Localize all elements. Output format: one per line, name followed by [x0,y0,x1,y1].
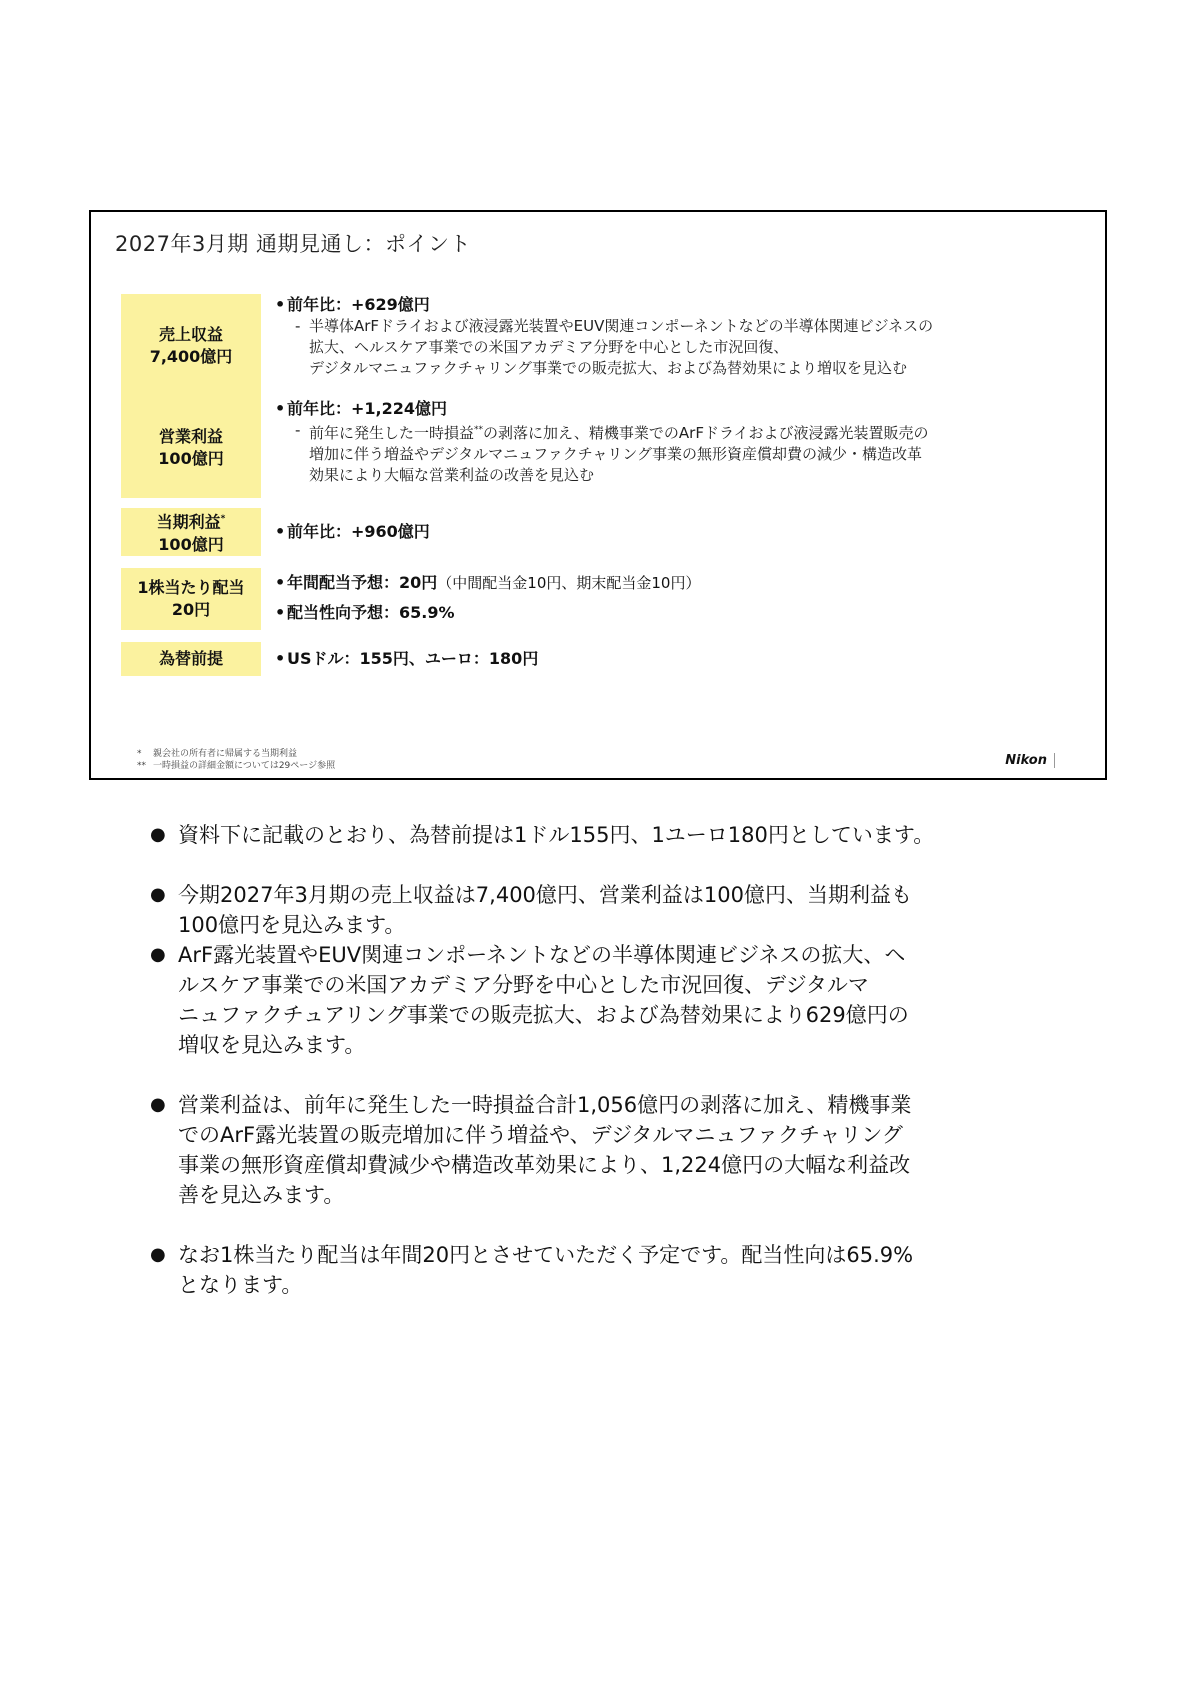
fx-label: 為替前提 [121,642,261,676]
logo-divider [1054,753,1055,768]
note-item: ● 資料下に記載のとおり、為替前提は1ドル155円、1ユーロ180円としています。 [150,823,935,847]
note-item: ● なお1株当たり配当は年間20円とさせていただく予定です。配当性向は65.9% となります。 [150,1243,914,1297]
speaker-notes [150,820,1078,1300]
revenue-content [275,294,1097,379]
dividend-bullet-annual: • 年間配当予想：20円（中間配当金10円、期末配当金10円） [275,573,701,592]
fx-bullet: • USドル：155円、ユーロ：180円 [275,649,539,668]
operating-profit-detail: - 前年に発生した一時損益**の剥落に加え、精機事業でのArFドライおよび液浸露光装置販売の 増加に伴う増益やデジタルマニュファクチャリング事業の無形資産償却費の減少・構造改革 効果により大幅な営業利益の改善を見込む [295,421,929,484]
operating-profit-content [275,398,1097,486]
footnote: * 親会社の所有者に帰属する当期利益 [137,749,298,759]
net-income-content [275,521,1097,543]
slide-footnotes [137,748,335,772]
note-item: ● 営業利益は、前年に発生した一時損益合計1,056億円の剥落に加え、精機事業 でのArF露光装置の販売増加に伴う増益や、デジタルマニュファクチャリング 事業の無形資産償却費減少や構造改革効果により、1,224億円の大幅な利益改 善を見込みます。 [150,1093,912,1207]
dividend-label: 1株当たり配当 20円 [121,568,261,630]
revenue-bullet: • 前年比：+629億円 [275,295,430,314]
net-income-bullet: • 前年比：+960億円 [275,522,430,541]
revenue-label: 売上収益 7,400億円 [121,294,261,398]
footnote: ** 一時損益の詳細金額については29ページ参照 [137,761,336,771]
summary-slide [89,210,1107,780]
note-item: ● 今期2027年3月期の売上収益は7,400億円、営業利益は100億円、当期利益も 100億円を見込みます。 [150,883,913,937]
operating-profit-bullet: • 前年比：+1,224億円 [275,399,448,418]
slide-title: 2027年3月期 通期見通し：ポイント [115,232,471,256]
net-income-label: 当期利益* 100億円 [121,508,261,556]
dividend-bullet-payout: • 配当性向予想：65.9% [275,603,455,622]
fx-content [275,648,1097,670]
revenue-detail: - 半導体ArFドライおよび液浸露光装置やEUV関連コンポーネントなどの半導体関連ビジネスの 拡大、ヘルスケア事業での米国アカデミア分野を中心とした市況回復、 デジタルマニュファクチャリング事業での販売拡大、および為替効果により増収を見込む [295,317,934,377]
note-item: ● ArF露光装置やEUV関連コンポーネントなどの半導体関連ビジネスの拡大、ヘ ルスケア事業での米国アカデミア分野を中心とした市況回復、デジタルマ ニュファクチュアリング事業での販売拡大、および為替効果により629億円の 増収を見込みます。 [150,943,909,1057]
operating-profit-label: 営業利益 100億円 [121,398,261,498]
nikon-logo: Nikon [1005,753,1047,768]
dividend-content [275,572,1097,624]
